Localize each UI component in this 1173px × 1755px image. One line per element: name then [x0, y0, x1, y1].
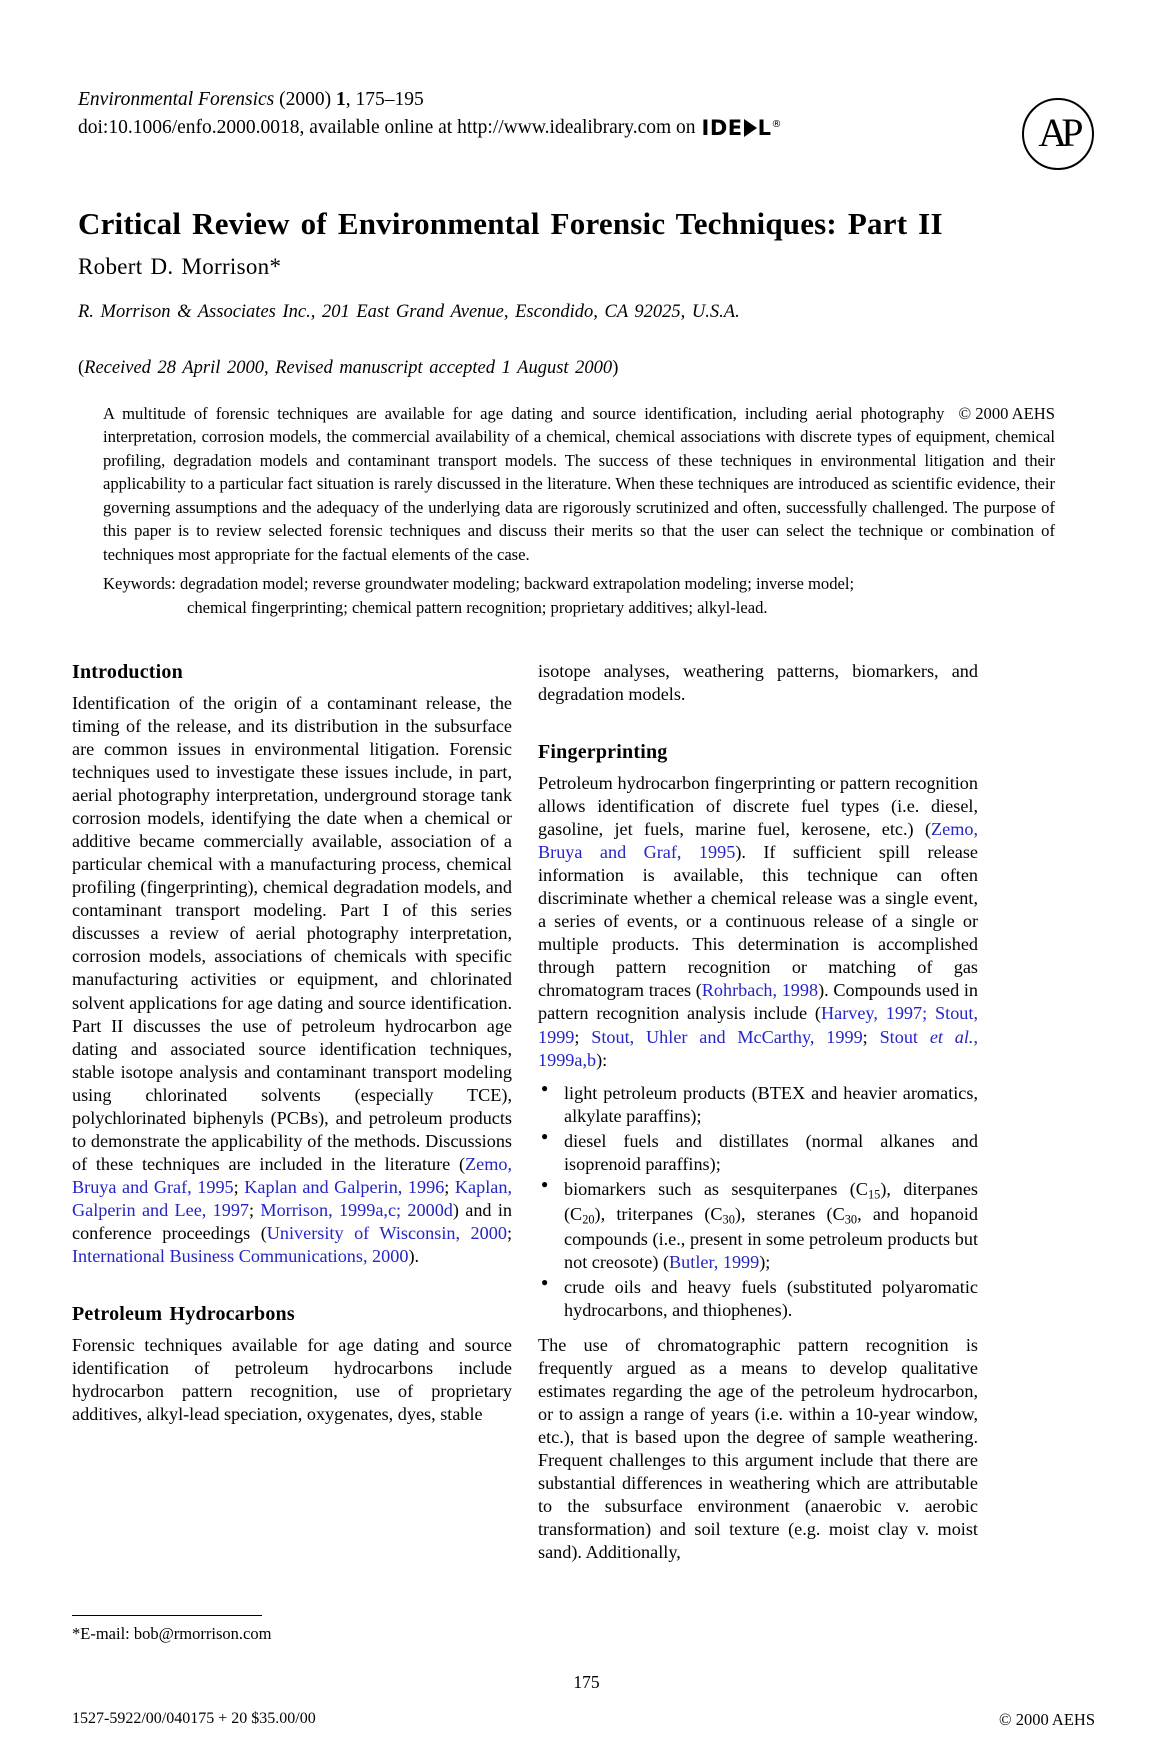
- citation-link-morrison-1999[interactable]: Morrison, 1999a,c; 2000d: [260, 1199, 453, 1220]
- fp-text-a: Petroleum hydrocarbon fingerprinting or pattern recognition allows identification of discrete fuel types (i.e. diesel, gasoline, jet fuels, marine fuel, kerosene, etc.) (: [538, 773, 978, 840]
- received-dates: [78, 358, 618, 379]
- intro-text-a: Identification of the origin of a contaminant release, the timing of the release, and its distribution in the subsurface are common issues in environmental litigation. Forensic techniques used to investigate these issues include, in part, aerial photography interpretation, underground storage tank corrosion models, identifying the date when a chemical or additive became commercially available, association of a particular chemical with a manufacturing process, chemical profiling (fingerprinting), chemical degradation models, and contaminant transport modeling. Part I of this series discusses a review of aerial photography interpretation, corrosion models, associations of chemicals with specific manufacturing activities or equipment, and chlorinated solvent applications for age dating and source identification. Part II discusses the use of petroleum hydrocarbon age dating and associated source identification techniques, stable isotope analysis and contaminant transport modeling using chlorinated solvents (especially TCE), polychlorinated biphenyls (PCBs), and petroleum products to demonstrate the applicability of the methods. Discussions of these techniques are included in the literature (: [72, 693, 512, 1174]
- intro-text-b: ) and in conference proceedings (: [72, 1199, 512, 1243]
- citation-link-ibc-2000[interactable]: International Business Communications, 2000: [72, 1245, 409, 1266]
- keywords-block: [103, 572, 1055, 619]
- registered-trademark-icon: ®: [771, 118, 783, 130]
- section-heading-petroleum-hydrocarbons: Petroleum Hydrocarbons: [72, 1302, 295, 1325]
- journal-volume: 1: [335, 89, 346, 110]
- academic-press-monogram: AP: [1038, 110, 1078, 156]
- cite-sep-1: ;: [233, 1176, 245, 1197]
- page-number: 175: [573, 1672, 600, 1692]
- fp-cite5-etal: et al.: [929, 1026, 974, 1047]
- continued-paragraph: isotope analyses, weathering patterns, biomarkers, and degradation models.: [538, 661, 978, 705]
- subscript-c15: 15: [867, 1187, 881, 1202]
- citation-link-kaplan-1996[interactable]: Kaplan and Galperin, 1996: [244, 1176, 445, 1197]
- doi-text: doi:10.1006/enfo.2000.0018, available online at http://www.idealibrary.com on: [78, 116, 696, 138]
- footer-copyright: © 2000 AEHS: [999, 1710, 1095, 1729]
- doi-line: [78, 114, 978, 142]
- body-column-right: [538, 660, 978, 1564]
- citation-link-zemo-1995-right[interactable]: Zemo, Bruya and Graf, 1995: [538, 819, 978, 863]
- journal-year: (2000): [274, 89, 336, 110]
- fp-text-d: ):: [596, 1049, 608, 1070]
- journal-pages: , 175–195: [345, 89, 424, 110]
- abstract-copyright: © 2000 AEHS: [958, 404, 1055, 423]
- author-affiliation: R. Morrison & Associates Inc., 201 East Grand Avenue, Escondido, CA 92025, U.S.A.: [78, 302, 740, 322]
- list-item: [538, 1082, 978, 1128]
- citation-link-zemo-1995[interactable]: Zemo, Bruya and Graf, 1995: [72, 1153, 512, 1197]
- list-item: [538, 1178, 978, 1274]
- bullet-text-biomarkers-a: biomarkers such as sesquiterpanes (C: [564, 1178, 868, 1199]
- close-paren: ): [612, 358, 619, 378]
- fingerprinting-paragraph-1: [538, 772, 978, 1071]
- triangle-icon: [744, 119, 757, 137]
- abstract-text: A multitude of forensic techniques are available for age dating and source identification, including aerial photography interpretation, corrosion models, the commercial availability of a chemical, chemical associations with discrete types of equipment, chemical profiling, degradation models and contaminant transport models. The success of these techniques in environmental litigation and their applicability to a particular fact situation is rarely discussed in the literature. When these techniques are introduced as scientific evidence, their governing assumptions and the adequacy of the underlying data are rigorously scrutinized and often, successfully challenged. The purpose of this paper is to review selected forensic techniques and discuss their merits so that the user can select the technique or combination of techniques most appropriate for the factual elements of the case.: [103, 404, 1055, 564]
- cite-sep-3: ;: [249, 1199, 261, 1220]
- footnote-divider: [72, 1615, 262, 1616]
- bullet-text-biomarkers-f: );: [759, 1251, 771, 1272]
- bullet-text-light-petroleum: light petroleum products (BTEX and heavier aromatics, alkylate paraffins);: [564, 1082, 978, 1126]
- petroleum-paragraph: Forensic techniques available for age dating and source identification of petroleum hydrocarbons include hydrocarbon pattern recognition, use of proprietary additives, alkyl-lead speciation, oxygenates, dyes, stable: [72, 1334, 512, 1425]
- fingerprinting-paragraph-2: The use of chromatographic pattern recognition is frequently argued as a means to develop qualitative estimates regarding the age of the petroleum hydrocarbon, or to assign a range of years (i.e. within a 10-year window, etc.), that is based upon the degree of sample weathering. Frequent challenges to this argument include that there are substantial differences in weathering which are attributable to the subsurface environment (anaerobic v. aerobic transformation) and soil texture (e.g. moist clay v. moist sand). Additionally,: [538, 1334, 978, 1562]
- abstract: [103, 402, 1055, 566]
- fp-cite-sep-1: ;: [574, 1026, 592, 1047]
- keywords-text-1: degradation model; reverse groundwater modeling; backward extrapolation modeling; inverse model;: [179, 574, 855, 593]
- bullet-text-biomarkers-d: ), steranes (C: [734, 1203, 845, 1224]
- issn-line: 1527-5922/00/040175 + 20 $35.00/00: [72, 1710, 316, 1727]
- author-name: Robert D. Morrison*: [78, 254, 282, 279]
- citation-link-stout-uhler-mccarthy-1999[interactable]: Stout, Uhler and McCarthy, 1999: [591, 1026, 863, 1047]
- journal-masthead: [78, 86, 978, 141]
- bullet-text-biomarkers-b: ), diterpanes (C: [564, 1178, 979, 1224]
- citation-link-kaplan-1997[interactable]: Kaplan, Galperin and Lee, 1997: [72, 1176, 512, 1220]
- subscript-c30-steranes: 30: [844, 1212, 858, 1227]
- cite-sep-2: ;: [444, 1176, 455, 1197]
- academic-press-logo: [1022, 98, 1094, 170]
- footnote-email: *E-mail: bob@rmorrison.com: [72, 1624, 272, 1643]
- idealibrary-logo: IDE L®: [701, 115, 783, 140]
- subscript-c30-triterpanes: 30: [722, 1212, 735, 1227]
- open-paren: (: [78, 358, 85, 378]
- body-column-left: [72, 660, 512, 1426]
- citation-link-university-wisconsin-2000[interactable]: University of Wisconsin, 2000: [266, 1222, 507, 1243]
- fp-cite-sep-2: ;: [862, 1026, 880, 1047]
- keywords-line-2: chemical fingerprinting; chemical pattern recognition; proprietary additives; alkyl-lead.: [187, 597, 768, 617]
- citation-link-butler-1999[interactable]: Butler, 1999: [669, 1251, 760, 1272]
- citation-link-harvey-stout[interactable]: Harvey, 1997; Stout, 1999: [538, 1003, 978, 1047]
- keywords-line-1: [103, 572, 1055, 596]
- bullet-text-biomarkers-e: , and hopanoid compounds (i.e., present in some petroleum products but not creosote) (: [564, 1203, 978, 1272]
- intro-paragraph: [72, 692, 512, 1267]
- bullet-text-biomarkers-c: ), triterpanes (C: [594, 1203, 723, 1224]
- citation-link-rohrbach-1998[interactable]: Rohrbach, 1998: [701, 980, 819, 1001]
- fp-text-c: ). Compounds used in pattern recognition analysis include (: [538, 980, 978, 1024]
- page-title: Critical Review of Environmental Forensic Techniques: Part II: [78, 205, 943, 241]
- keywords-label: Keywords:: [103, 574, 180, 593]
- section-heading-introduction: Introduction: [72, 661, 183, 683]
- list-item: [538, 1276, 978, 1322]
- fp-cite5-year: , 1999a,b: [538, 1026, 979, 1070]
- cite-sep-4: ;: [506, 1222, 512, 1243]
- fp-text-b: ). If sufficient spill release information is available, this technique can often discriminate whether a chemical release was a single event, a series of events, or a continuous release of a single or multiple products. This determination is accomplished through pattern recognition or matching of gas chromatogram traces (: [538, 842, 978, 1001]
- journal-title: Environmental Forensics: [78, 89, 275, 110]
- subscript-c20: 20: [582, 1212, 595, 1227]
- bullet-text-diesel-distillates: diesel fuels and distillates (normal alkanes and isoprenoid paraffins);: [564, 1130, 978, 1174]
- section-heading-fingerprinting: Fingerprinting: [538, 741, 668, 764]
- list-item: [538, 1130, 978, 1176]
- bullet-text-crude-oils: crude oils and heavy fuels (substituted polyaromatic hydrocarbons, and thiophenes).: [564, 1276, 978, 1320]
- journal-citation-line: [78, 86, 978, 114]
- fp-cite5-name: Stout: [879, 1026, 918, 1047]
- received-text: Received 28 April 2000, Revised manuscript accepted 1 August 2000: [84, 358, 613, 378]
- compound-list: [538, 1082, 978, 1322]
- intro-text-c: ).: [408, 1245, 420, 1266]
